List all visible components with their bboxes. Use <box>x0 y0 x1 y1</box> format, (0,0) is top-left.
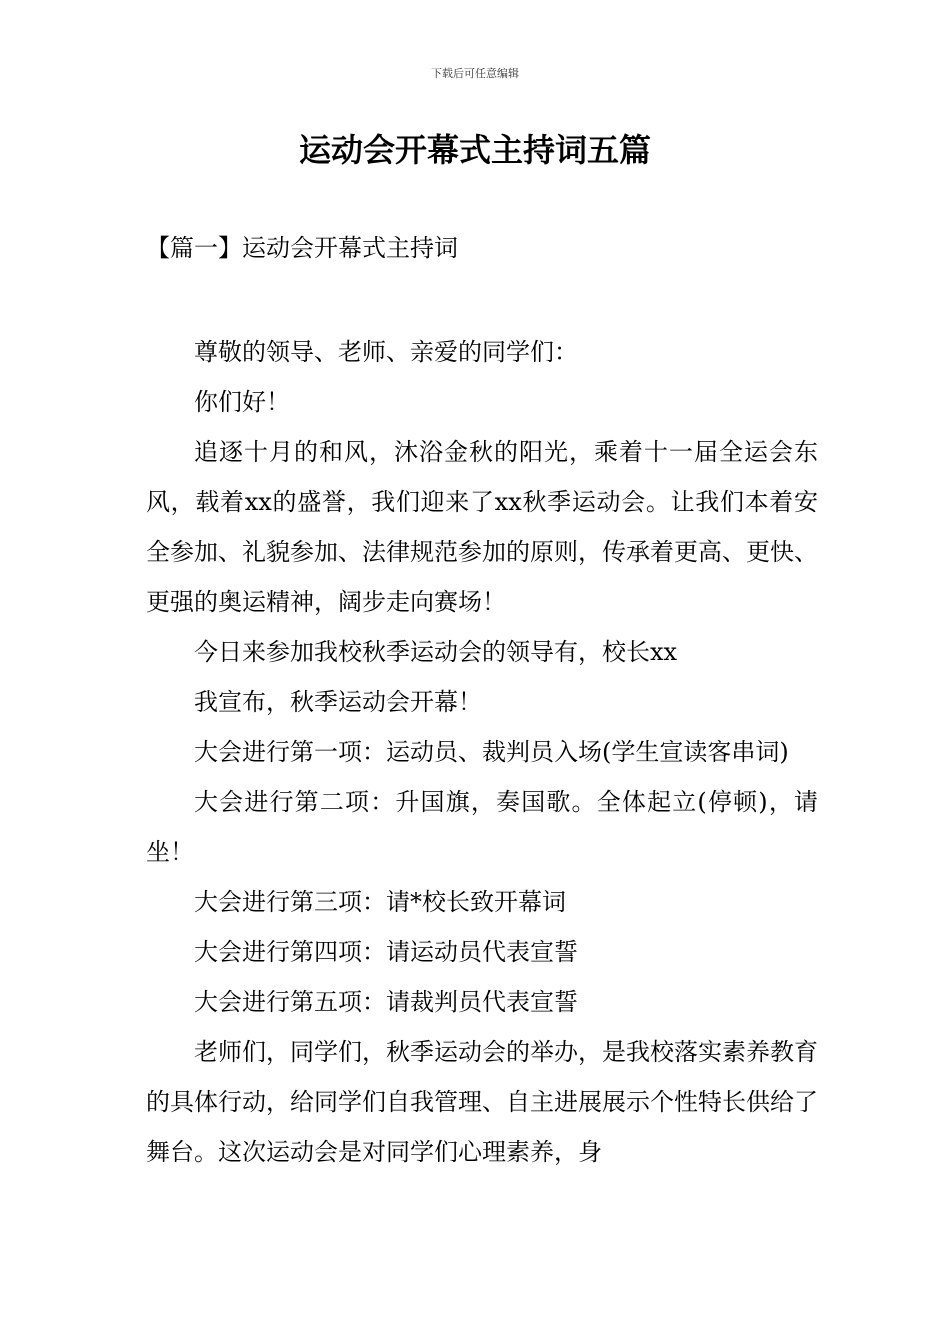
paragraph-item-5: 大会进行第五项：请裁判员代表宣誓 <box>194 988 578 1016</box>
paragraph-opening: 追逐十月的和风，沐浴金秋的阳光，乘着十一届全运会东风，载着xx的盛誉，我们迎来了xx秋季运动会。让我们本着安全参加、礼貌参加、法律规范参加的原则，传承着更高、更快、更强的奥运精神，阔步走向赛场！ <box>146 438 818 616</box>
paragraph-greeting: 尊敬的领导、老师、亲爱的同学们： <box>194 338 578 366</box>
paragraph-item-3: 大会进行第三项：请*校长致开幕词 <box>194 888 566 916</box>
paragraph-announce: 我宣布，秋季运动会开幕！ <box>194 688 482 716</box>
paragraph-closing: 老师们，同学们，秋季运动会的举办，是我校落实素养教育的具体行动，给同学们自我管理、自主进展展示个性特长供给了舞台。这次运动会是对同学们心理素养，身 <box>146 1038 818 1166</box>
paragraph-hello: 你们好！ <box>194 388 290 416</box>
header-note: 下载后可任意编辑 <box>431 67 519 80</box>
paragraph-leaders: 今日来参加我校秋季运动会的领导有，校长xx <box>194 638 678 666</box>
document-title: 运动会开幕式主持词五篇 <box>298 131 651 169</box>
section-heading: 【篇一】运动会开幕式主持词 <box>146 234 458 262</box>
body-text <box>146 327 818 1177</box>
paragraph-item-4: 大会进行第四项：请运动员代表宣誓 <box>194 938 578 966</box>
paragraph-item-2: 大会进行第二项：升国旗，奏国歌。全体起立(停顿)，请坐！ <box>146 788 818 866</box>
paragraph-item-1: 大会进行第一项：运动员、裁判员入场(学生宣读客串词) <box>194 738 789 766</box>
